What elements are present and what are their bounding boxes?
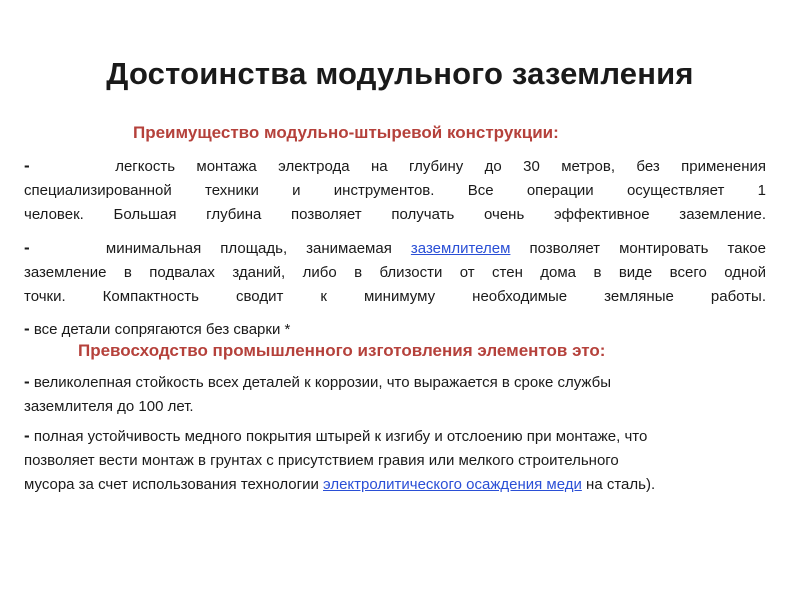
advantage-item-area xyxy=(24,236,766,309)
item-text-line: на сталь). xyxy=(581,476,656,493)
item-text-line: заземление в подвалах зданий, либо в близости от стен дома в виде всего одной xyxy=(24,264,766,281)
item-text-line: специализированной техники и инструментов. Все операции осуществляет 1 xyxy=(24,182,766,199)
advantage-item-installation xyxy=(24,154,766,227)
bullet-dash: - xyxy=(24,238,30,257)
advantage-item-copper-coating xyxy=(24,424,766,497)
grounding-electrode-link[interactable]: заземлителем xyxy=(410,240,511,257)
item-text-line: мусора за счет использования технологии xyxy=(24,476,323,493)
section-heading-modular: Преимущество модульно-штыревой конструкции: xyxy=(133,123,559,142)
item-text-line: точки. Компактность сводит к минимуму необходимые земляные работы. xyxy=(24,288,766,305)
advantage-item-welding xyxy=(24,317,766,342)
item-text-line: человек. Большая глубина позволяет получать очень эффективное заземление. xyxy=(24,206,766,223)
bullet-dash: - xyxy=(24,156,30,175)
bullet-dash: - xyxy=(24,372,30,391)
item-text-line: полная устойчивость медного покрытия штырей к изгибу и отслоению при монтаже, что xyxy=(33,428,648,445)
bullet-dash: - xyxy=(24,319,30,338)
advantage-item-corrosion xyxy=(24,370,766,419)
item-text-line: великолепная стойкость всех деталей к коррозии, что выражается в сроке службы xyxy=(33,374,611,391)
section-heading-industrial: Превосходство промышленного изготовления элементов это: xyxy=(78,341,606,360)
electrolytic-deposition-link[interactable]: электролитического осаждения меди xyxy=(323,476,582,493)
item-text-line: заземлителя до 100 лет. xyxy=(24,398,194,415)
slide-title: Достоинства модульного заземления xyxy=(106,56,694,91)
item-text-line: минимальная площадь, занимаемая xyxy=(105,240,411,257)
item-text-line: все детали сопрягаются без сварки * xyxy=(33,321,291,338)
item-text-line: легкость монтажа электрода на глубину до 30 метров, без применения xyxy=(115,158,767,175)
bullet-dash: - xyxy=(24,426,30,445)
item-text-line: позволяет монтировать такое xyxy=(510,240,766,257)
item-text-line: позволяет вести монтаж в грунтах с присутствием гравия или мелкого строительного xyxy=(24,452,619,469)
